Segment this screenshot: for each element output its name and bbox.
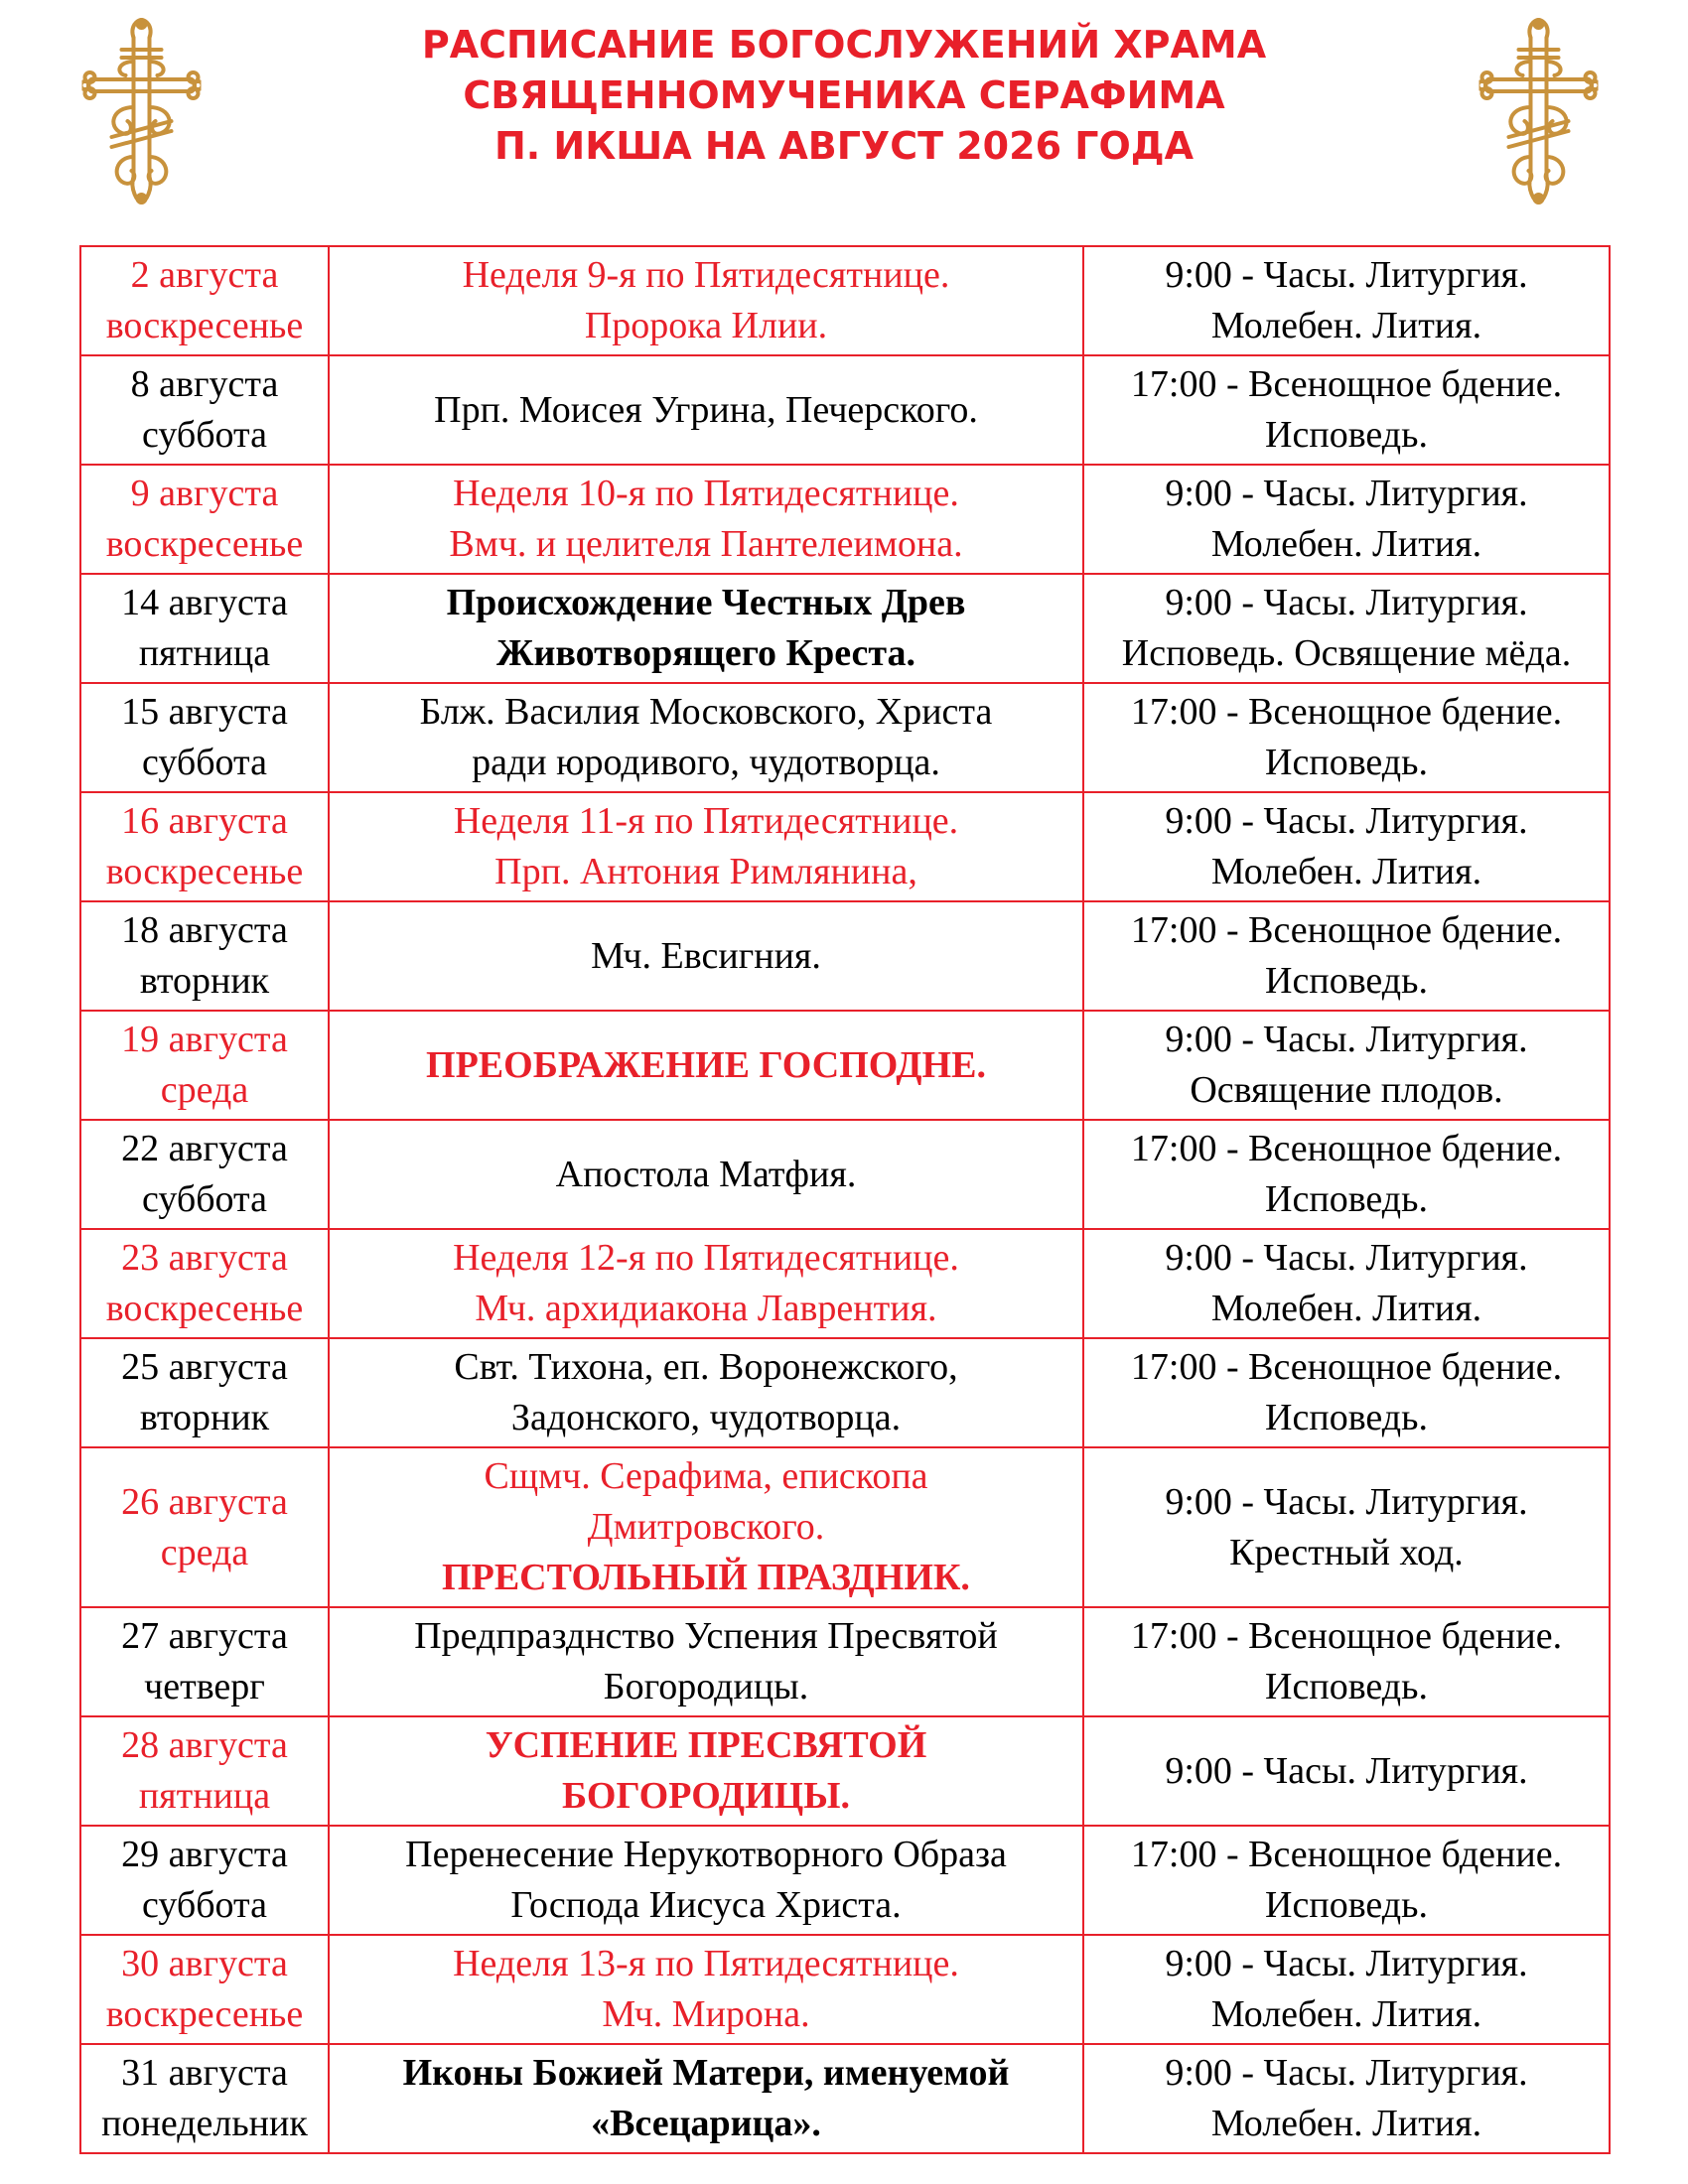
table-row (80, 1011, 1610, 1120)
date: 23 августа (121, 1237, 288, 1279)
service-cell (1083, 2044, 1610, 2153)
orthodox-cross-icon (1477, 18, 1601, 206)
feast-line: Перенесение Нерукотворного Образа (405, 1834, 1007, 1875)
feast-cell (329, 1338, 1083, 1447)
weekday: пятница (138, 632, 271, 674)
feast-cell (329, 2044, 1083, 2153)
feast-line: Пророка Илии. (584, 305, 828, 346)
feast-line: Неделя 11-я по Пятидесятнице. (453, 800, 959, 842)
table-row (80, 1826, 1610, 1935)
service-line: 9:00 - Часы. Литургия. (1165, 1237, 1528, 1279)
service-cell (1083, 1120, 1610, 1229)
weekday: вторник (139, 1397, 270, 1438)
feast-cell (329, 683, 1083, 792)
feast-line: Вмч. и целителя Пантелеимона. (449, 523, 963, 565)
weekday: среда (160, 1069, 249, 1111)
feast-line: ПРЕОБРАЖЕНИЕ ГОСПОДНЕ. (426, 1043, 986, 1086)
date-cell (80, 1338, 329, 1447)
feast-cell (329, 246, 1083, 355)
orthodox-cross-icon (79, 18, 204, 206)
service-cell (1083, 792, 1610, 901)
weekday: суббота (142, 1884, 267, 1926)
feast-line: «Всецарица». (591, 2103, 821, 2144)
title-line: РАСПИСАНИЕ БОГОСЛУЖЕНИЙ ХРАМА (421, 23, 1267, 67)
date: 25 августа (121, 1346, 288, 1388)
date-cell (80, 1011, 329, 1120)
date: 9 августа (130, 473, 279, 514)
feast-line: Неделя 13-я по Пятидесятнице. (453, 1943, 959, 1984)
feast-line: Животворящего Креста. (495, 632, 916, 674)
feast-line: Неделя 9-я по Пятидесятнице. (462, 254, 950, 296)
feast-cell (329, 465, 1083, 574)
table-row (80, 1716, 1610, 1826)
service-line: 9:00 - Часы. Литургия. (1165, 1943, 1528, 1984)
feast-cell (329, 1935, 1083, 2044)
weekday: понедельник (101, 2103, 308, 2144)
date: 27 августа (121, 1615, 288, 1657)
feast-line: УСПЕНИЕ ПРЕСВЯТОЙ (485, 1724, 927, 1766)
date: 22 августа (121, 1128, 288, 1169)
service-line: 9:00 - Часы. Литургия. (1165, 582, 1528, 623)
service-line: Молебен. Лития. (1210, 851, 1482, 892)
weekday: суббота (142, 1178, 267, 1220)
service-line: Исповедь. (1265, 1397, 1428, 1438)
date: 2 августа (130, 254, 279, 296)
date-cell (80, 1935, 329, 2044)
table-row (80, 792, 1610, 901)
date: 18 августа (121, 909, 288, 951)
table-row (80, 683, 1610, 792)
feast-line: Неделя 10-я по Пятидесятнице. (453, 473, 959, 514)
weekday: среда (160, 1531, 249, 1573)
date-cell (80, 574, 329, 683)
date: 28 августа (121, 1724, 288, 1766)
feast-line: Мч. Мирона. (602, 1993, 810, 2035)
date-cell (80, 246, 329, 355)
feast-cell (329, 1011, 1083, 1120)
table-row (80, 574, 1610, 683)
date-cell (80, 1716, 329, 1826)
date: 29 августа (121, 1834, 288, 1875)
service-line: 9:00 - Часы. Литургия. (1165, 1749, 1528, 1792)
service-line: Молебен. Лития. (1210, 2103, 1482, 2144)
feast-line: Прп. Моисея Угрина, Печерского. (434, 388, 978, 431)
weekday: пятница (138, 1775, 271, 1817)
feast-cell (329, 1826, 1083, 1935)
table-row (80, 1447, 1610, 1607)
date: 19 августа (121, 1019, 288, 1060)
service-line: 17:00 - Всенощное бдение. (1130, 1128, 1563, 1169)
schedule-table (79, 245, 1611, 2154)
date: 26 августа (121, 1480, 288, 1523)
feast-line: Предпразднство Успения Пресвятой (414, 1615, 998, 1657)
service-line: Исповедь. (1265, 1666, 1428, 1707)
date: 15 августа (121, 691, 288, 733)
weekday: суббота (142, 414, 267, 456)
feast-line: Иконы Божией Матери, именуемой (402, 2052, 1010, 2094)
table-row (80, 246, 1610, 355)
service-cell (1083, 1826, 1610, 1935)
date: 30 августа (121, 1943, 288, 1984)
feast-line: Сщмч. Серафима, епископа (484, 1455, 928, 1497)
page-title (298, 20, 1390, 172)
weekday: воскресенье (105, 1288, 304, 1329)
service-line: Исповедь. (1265, 742, 1428, 783)
service-cell (1083, 683, 1610, 792)
date-cell (80, 355, 329, 465)
feast-cell (329, 1447, 1083, 1607)
feast-line: Богородицы. (603, 1666, 809, 1707)
service-cell (1083, 901, 1610, 1011)
service-cell (1083, 1607, 1610, 1716)
service-line: 9:00 - Часы. Литургия. (1165, 800, 1528, 842)
feast-cell (329, 574, 1083, 683)
service-line: Исповедь. (1265, 960, 1428, 1002)
date: 16 августа (121, 800, 288, 842)
service-line: Крестный ход. (1229, 1531, 1464, 1573)
feast-cell (329, 901, 1083, 1011)
service-line: 9:00 - Часы. Литургия. (1165, 1019, 1528, 1060)
weekday: вторник (139, 960, 270, 1002)
table-row (80, 901, 1610, 1011)
service-cell (1083, 246, 1610, 355)
date: 14 августа (121, 582, 288, 623)
service-line: 17:00 - Всенощное бдение. (1130, 691, 1563, 733)
title-line: П. ИКША НА АВГУСТ 2026 ГОДА (493, 124, 1195, 168)
service-line: Исповедь. (1265, 414, 1428, 456)
service-line: Молебен. Лития. (1210, 1288, 1482, 1329)
service-cell (1083, 1338, 1610, 1447)
date-cell (80, 1120, 329, 1229)
table-row (80, 1120, 1610, 1229)
feast-line: Неделя 12-я по Пятидесятнице. (453, 1237, 959, 1279)
service-line: Исповедь. (1265, 1884, 1428, 1926)
feast-line: Происхождение Честных Древ (446, 582, 966, 623)
weekday: воскресенье (105, 523, 304, 565)
service-line: Молебен. Лития. (1210, 305, 1482, 346)
feast-cell (329, 792, 1083, 901)
date-cell (80, 1447, 329, 1607)
service-line: 17:00 - Всенощное бдение. (1130, 1834, 1563, 1875)
service-cell (1083, 1935, 1610, 2044)
table-row (80, 1935, 1610, 2044)
table-row (80, 1229, 1610, 1338)
weekday: воскресенье (105, 1993, 304, 2035)
feast-line: Апостола Матфия. (555, 1153, 857, 1195)
table-row (80, 355, 1610, 465)
feast-cell (329, 1229, 1083, 1338)
feast-line: Мч. Евсигния. (591, 934, 821, 977)
service-cell (1083, 465, 1610, 574)
service-line: 9:00 - Часы. Литургия. (1165, 254, 1528, 296)
date-cell (80, 1229, 329, 1338)
service-line: 17:00 - Всенощное бдение. (1130, 1346, 1563, 1388)
feast-line: Мч. архидиакона Лаврентия. (475, 1288, 937, 1329)
service-line: 9:00 - Часы. Литургия. (1165, 2052, 1528, 2094)
service-cell (1083, 1011, 1610, 1120)
date-cell (80, 683, 329, 792)
service-line: Исповедь. (1265, 1178, 1428, 1220)
feast-line: ради юродивого, чудотворца. (472, 742, 940, 783)
service-line: 9:00 - Часы. Литургия. (1165, 1480, 1528, 1523)
service-line: 17:00 - Всенощное бдение. (1130, 1615, 1563, 1657)
feast-cell (329, 1716, 1083, 1826)
feast-line: Дмитровского. (587, 1506, 825, 1548)
date-cell (80, 465, 329, 574)
date-cell (80, 1607, 329, 1716)
date-cell (80, 2044, 329, 2153)
service-line: 17:00 - Всенощное бдение. (1130, 363, 1563, 405)
feast-line: Господа Иисуса Христа. (510, 1884, 902, 1926)
feast-cell (329, 355, 1083, 465)
feast-line: Свт. Тихона, еп. Воронежского, (454, 1346, 958, 1388)
weekday: четверг (144, 1666, 265, 1707)
service-line: Исповедь. Освящение мёда. (1121, 632, 1572, 674)
service-cell (1083, 1716, 1610, 1826)
service-line: Молебен. Лития. (1210, 523, 1482, 565)
title-line: СВЯЩЕННОМУЧЕНИКА СЕРАФИМА (463, 73, 1225, 117)
date-cell (80, 792, 329, 901)
service-line: Освящение плодов. (1190, 1069, 1503, 1111)
feast-line: Задонского, чудотворца. (510, 1397, 902, 1438)
date: 8 августа (130, 363, 279, 405)
table-row (80, 1607, 1610, 1716)
feast-line: БОГОРОДИЦЫ. (562, 1775, 850, 1817)
service-line: Молебен. Лития. (1210, 1993, 1482, 2035)
weekday: воскресенье (105, 305, 304, 346)
service-line: 9:00 - Часы. Литургия. (1165, 473, 1528, 514)
feast-highlight: ПРЕСТОЛЬНЫЙ ПРАЗДНИК. (442, 1557, 970, 1598)
service-cell (1083, 574, 1610, 683)
date-cell (80, 1826, 329, 1935)
weekday: воскресенье (105, 851, 304, 892)
service-cell (1083, 355, 1610, 465)
date-cell (80, 901, 329, 1011)
table-row (80, 465, 1610, 574)
service-line: 17:00 - Всенощное бдение. (1130, 909, 1563, 951)
page-header (0, 0, 1688, 238)
table-row (80, 1338, 1610, 1447)
service-cell (1083, 1229, 1610, 1338)
feast-line: Блж. Василия Московского, Христа (419, 691, 993, 733)
feast-cell (329, 1607, 1083, 1716)
feast-cell (329, 1120, 1083, 1229)
weekday: суббота (142, 742, 267, 783)
feast-line: Прп. Антония Римлянина, (494, 851, 917, 892)
date: 31 августа (121, 2052, 288, 2094)
table-row (80, 2044, 1610, 2153)
service-cell (1083, 1447, 1610, 1607)
